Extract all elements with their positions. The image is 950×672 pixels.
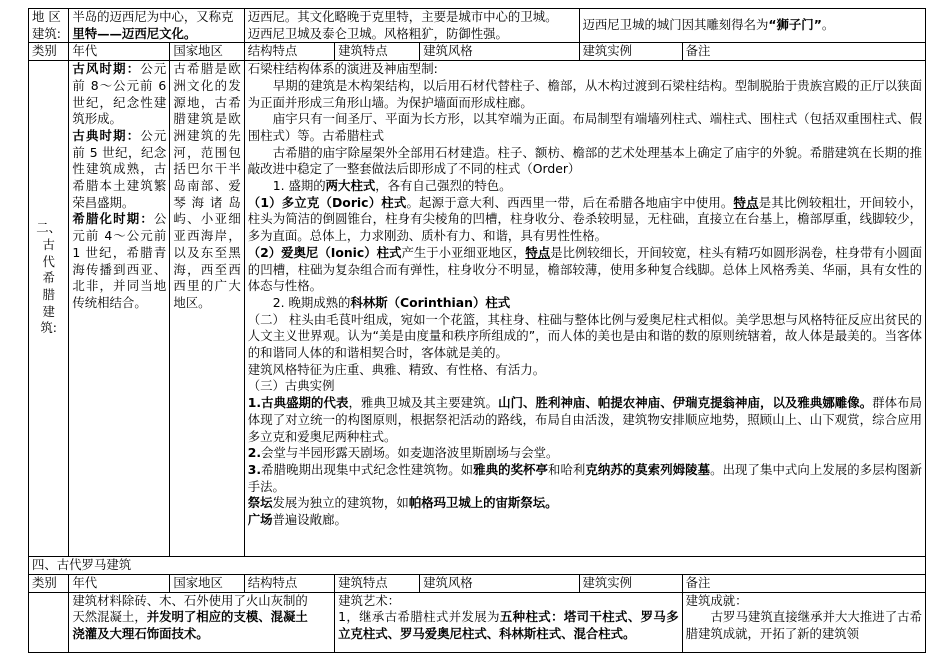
roman-section-title: 四、古代罗马建筑 [29,557,926,575]
text: 。起源于意大利、西西里一带，后在希腊各地庙宇中使用。 [406,194,734,210]
text: 天然混凝土， [72,609,147,625]
header-notes: 备注 [682,574,925,592]
archaic-period [72,61,166,128]
greek-region-cell: 古希腊是欧洲文化的发源地，古希腊建筑是欧洲建筑的先河，范围包括巴尔干半岛南部、爱琴海诸岛屿、小亚细亚西海岸，以及东至黑海，西至西西里的广大地区。 [170,61,244,557]
header-building-features: 建筑特点 [335,574,420,592]
text-bold: 克纳苏的莫索列姆陵墓 [585,461,711,477]
text-bold: 2. [247,445,262,461]
label-line-2: 建筑: [32,25,61,41]
text: 群体布局体现了对立统一的构图原则，根据祭祀活动的路线，布局自由活泼，建筑物安排顺应地势，照顾山上、山下观赏，综合应用多立克和爱奥尼两种柱式。 [247,395,923,444]
materials-line-1: 建筑材料除砖、木、石外使用了火山灰制的 [72,592,308,608]
corinthian-title: 科林斯（Corinthian）柱式 [350,294,511,310]
materials-line-3: 浇灌及大理石饰面技术。 [72,625,209,641]
text: 是比例较细长，开间较宽，柱头有精巧如圆形涡卷，柱身带有小圆面的凹槽，柱础为复杂组合而有弹性，柱身收分不明显，檐部较薄，使用多种复合线脚。总体上风格秀美、华丽，具有女性的体态与性格。 [247,244,923,294]
lion-gate-end: 。 [821,17,835,33]
greek-category-cell [29,61,69,557]
doric-title: （1）多立克（Doric）柱式 [247,194,407,210]
hellenistic-period [72,211,166,311]
header-row [29,43,926,61]
roman-section-row [29,557,926,575]
structure-evolution-heading: 石梁柱结构体系的演进及神庙型制: [247,61,438,77]
plaza-line [248,512,922,529]
aegean-structure-cell [244,9,579,43]
category-char: 古 [42,236,55,252]
doric-key: 特点 [733,194,759,210]
text: 1. 盛期的 [272,178,326,194]
achievements-title: 建筑成就： [685,592,748,608]
label-line-1: 地 区 [32,9,61,24]
header-region: 国家地区 [170,43,244,61]
art-title: 建筑艺术： [338,592,401,608]
text: 普遍设敞廊。 [272,512,347,528]
category-char: 腊 [42,286,55,302]
altar-line [248,495,922,512]
order-paragraph: 古希腊的庙宇除屋架外全部用石材建造。柱子、额枋、檐部的艺术处理基本上确定了庙宇的外貌。希腊建筑在长期的推敲改进中稳定了一整套做法后即形成了不同的柱式（Order） [247,144,922,177]
text: 是其比例较粗壮，开间较小，柱头为简洁的倒圆锥台，柱身有尖棱角的凹槽，柱身收分、卷杀较明显，无柱础，直接立在台基上，檐部厚重，线脚较少，多为直面。总体上，力求刚劲、质朴有力、和谐，具有男性性格。 [247,194,923,244]
structure-line-1: 迈西尼。其文化略晚于克里特，主要是城市中心的卫城。 [247,9,558,24]
materials-line-2 [72,609,331,626]
text: 会堂与半园形露天剧场。如麦迦洛波里斯剧场与会堂。 [261,445,559,461]
header-category: 类别 [29,574,69,592]
text-bold: 山门、胜利神庙、帕提农神庙、伊瑞克提翁神庙，以及雅典娜雕像。 [498,395,873,411]
roman-art-cell [335,592,683,652]
monument-paragraph [248,462,922,495]
category-char: 筑: [40,320,57,336]
greek-era-cell [69,61,170,557]
theater-line [248,445,922,462]
roman-architecture-row [29,592,926,652]
aegean-era-cell [69,9,244,43]
classical-examples-heading: （三）古典实例 [247,378,335,394]
header-region: 国家地区 [170,574,244,592]
text-bold: 1.古典盛期的代表 [247,395,349,411]
category-char: 希 [42,270,55,286]
aegean-example-cell [579,9,925,43]
era-line-2: 里特——迈西尼文化。 [72,25,197,41]
temple-layout-paragraph: 庙宇只有一间圣厅、平面为长方形，以其窄端为正面。布局制型有端墙列柱式、端柱式、围柱式（包括双重围柱式、假围柱式）等。古希腊柱式 [247,111,922,143]
category-char: 代 [42,253,55,269]
roman-materials-cell [69,592,335,652]
text: 和哈利 [547,461,586,477]
period-title: 希腊化时期： [72,211,154,227]
header-building-features: 建筑特点 [335,43,420,61]
header-era: 年代 [69,43,170,61]
header-examples: 建筑实例 [579,574,682,592]
structure-line-2: 迈西尼卫城及泰仑卫城。风格粗犷，防御性强。 [247,25,508,41]
header-structure: 结构特点 [244,574,334,592]
text: 发展为独立的建筑物，如 [272,495,409,511]
text: 希腊晚期出现集中式纪念性建筑物。如 [261,461,474,477]
header-style: 建筑风格 [420,43,579,61]
classical-period [72,128,166,212]
style-features-line: 建筑风格特征为庄重、典雅、精致、有性格、有活力。 [247,361,546,377]
early-building-paragraph: 早期的建筑是木构架结构，以后用石材代替柱子、檐部，从木构过渡到石梁柱结构。型制脱胎于贵族宫殿的正厅以狭面为正面并形成三角形山墙。为保护墙面而形成柱廊。 [247,77,922,110]
period-text: 公元前 8～公元前 6 世纪，纪念性建筑形成。 [72,61,167,127]
lion-gate-name: “狮子门” [768,17,822,33]
text-bold: 并发明了相应的支模、混凝土 [146,609,308,625]
era-line-1: 半岛的迈西尼为中心，又称克 [72,9,234,24]
roman-category-cell [29,592,69,652]
achievements-text: 古罗马建筑直接继承并大大推进了古希腊建筑成就，开拓了新的建筑领 [685,609,922,641]
ionic-key: 特点 [525,244,551,260]
header-structure: 结构特点 [244,43,334,61]
period-text: 公元前 5 世纪，纪念性建筑成熟，古希腊本土建筑繁荣昌盛期。 [72,127,167,210]
period-title: 古风时期： [72,61,141,77]
text-bold: 3. [247,461,262,477]
ionic-order-paragraph [248,245,922,295]
greek-architecture-row [29,61,926,557]
lion-gate-text: 迈西尼卫城的城门因其雕刻得名为 [582,17,769,33]
region-architecture-label [29,9,69,43]
category-char: 二、 [36,220,62,236]
category-char: 建 [42,303,55,319]
text: ，雅典卫城及其主要建筑。 [348,395,499,411]
architecture-history-table [28,8,926,653]
two-orders-line [248,178,922,195]
text-bold: 两大柱式 [325,178,376,194]
acropolis-paragraph [248,395,922,445]
header-examples: 建筑实例 [579,43,682,61]
doric-order-paragraph [248,195,922,245]
period-title: 古典时期： [72,127,141,143]
text: 1，继承古希腊柱式并发展为 [338,609,500,625]
text-bold: 五种柱式：塔司干柱式、罗马多立克柱式、罗马爱奥尼柱式、科林斯柱式、混合柱式。 [338,609,679,641]
corinthian-line [248,295,922,312]
period-text: 公元前 4～公元前 1 世纪，希腊青海传播到西亚、北非，并同当地传统相结合。 [72,211,167,310]
roman-notes-cell [682,592,925,652]
header-category: 类别 [29,43,69,61]
text-bold: 祭坛 [247,495,273,511]
text: 产生于小亚细亚地区， [401,244,526,260]
header-era: 年代 [69,574,170,592]
text-bold: 雅典的奖杯亭 [473,461,548,477]
aegean-continuation-row [29,9,926,43]
text-bold: 广场 [247,512,273,528]
text-bold: 帕格玛卫城上的宙斯祭坛。 [408,495,558,511]
text: 2. 晚期成熟的 [272,294,351,310]
five-orders-line [338,609,679,642]
header-style: 建筑风格 [420,574,579,592]
text: 。出现了集中式向上发展的多层构图新手法。 [247,461,923,494]
ionic-title: （2）爱奥尼（Ionic）柱式 [247,244,402,260]
greek-content-cell [244,61,925,557]
header-notes: 备注 [682,43,925,61]
text: ，各有自己强烈的特色。 [375,178,512,194]
corinthian-paragraph: （二） 柱头由毛茛叶组成，宛如一个花篮，其柱身、柱础与整体比例与爱奥尼柱式相似。美学思想与风格特征反应出贫民的人文主义世界观。认为“美是由度量和秩序所组成的”，而人体的美也是由和谐的数的原则统辖着，故人体是最美的。当客体的和谐同人体的和谐相契合时，客体就是美的。 [247,311,922,361]
roman-header-row [29,574,926,592]
